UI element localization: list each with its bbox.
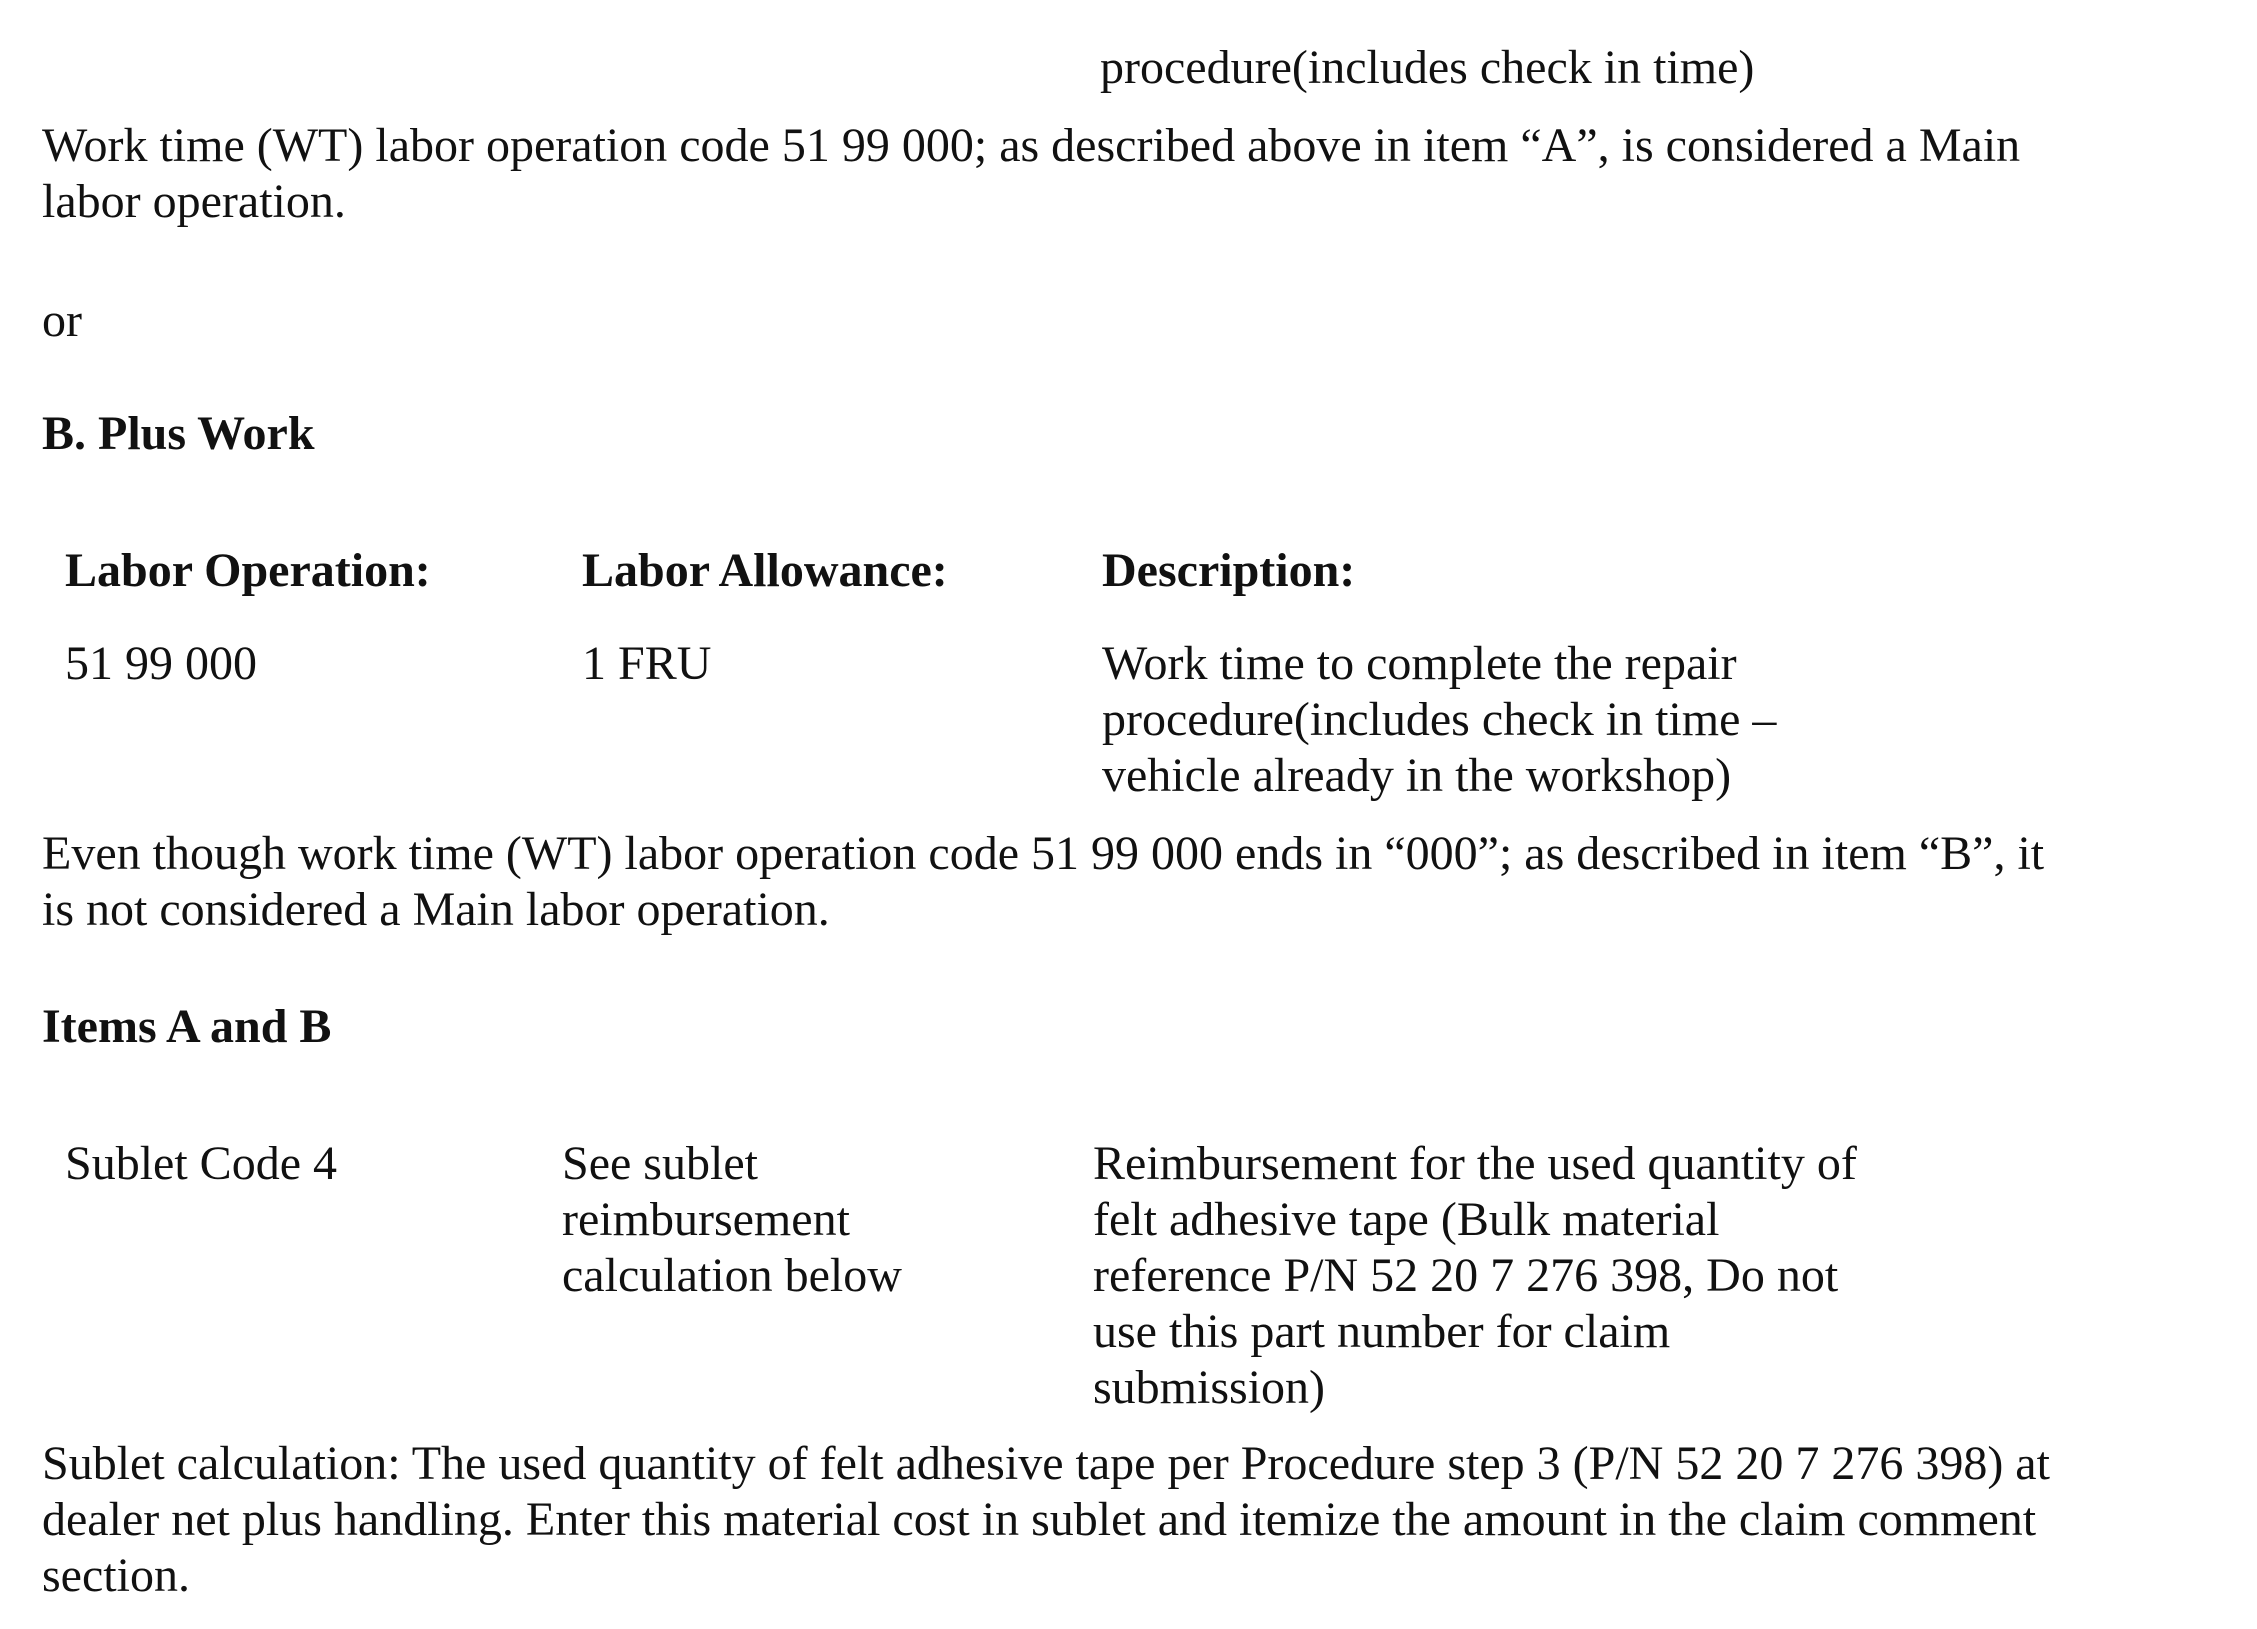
- note-line: is not considered a Main labor operation.: [42, 883, 830, 936]
- header-description: Description:: [1102, 544, 1356, 597]
- paragraph-a: [42, 118, 2020, 230]
- cell-labor-operation: 51 99 000: [65, 637, 257, 690]
- sublet-calculation: [42, 1436, 2050, 1604]
- sublet-description-line: submission): [1093, 1361, 1326, 1414]
- sublet-description-line: reference P/N 52 20 7 276 398, Do not: [1093, 1249, 1839, 1302]
- description-line: procedure(includes check in time –: [1102, 693, 1777, 746]
- allowance-line: calculation below: [562, 1249, 902, 1302]
- or-text: or: [42, 294, 82, 347]
- section-b-heading: B. Plus Work: [42, 407, 315, 460]
- cell-sublet-code: Sublet Code 4: [65, 1137, 337, 1190]
- allowance-line: reimbursement: [562, 1193, 850, 1246]
- cell-labor-allowance: 1 FRU: [582, 637, 712, 690]
- description-line: vehicle already in the workshop): [1102, 749, 1732, 802]
- paragraph-a-line: labor operation.: [42, 175, 346, 228]
- calculation-line: dealer net plus handling. Enter this material cost in sublet and itemize the amount in the claim comment: [42, 1493, 2037, 1546]
- items-ab-heading: Items A and B: [42, 1000, 332, 1053]
- note-line: Even though work time (WT) labor operation code 51 99 000 ends in “000”; as described in item “B”, it: [42, 827, 2045, 880]
- sublet-description-line: Reimbursement for the used quantity of: [1093, 1137, 1857, 1190]
- calculation-line: section.: [42, 1549, 190, 1602]
- sublet-description-line: felt adhesive tape (Bulk material: [1093, 1193, 1720, 1246]
- section-b-note: [42, 826, 2044, 938]
- calculation-line: Sublet calculation: The used quantity of felt adhesive tape per Procedure step 3 (P/N 52 20 7 276 398) at: [42, 1437, 2050, 1490]
- allowance-line: See sublet: [562, 1137, 758, 1190]
- cell-sublet-allowance: [562, 1136, 902, 1304]
- paragraph-a-line: Work time (WT) labor operation code 51 99 000; as described above in item “A”, is considered a Main: [42, 119, 2021, 172]
- header-labor-operation: Labor Operation:: [65, 544, 431, 597]
- header-labor-allowance: Labor Allowance:: [582, 544, 948, 597]
- cell-sublet-description: [1093, 1136, 1857, 1416]
- top-fragment-text: procedure(includes check in time): [1100, 41, 1755, 94]
- cell-description: [1102, 636, 1776, 804]
- sublet-description-line: use this part number for claim: [1093, 1305, 1671, 1358]
- description-line: Work time to complete the repair: [1102, 637, 1737, 690]
